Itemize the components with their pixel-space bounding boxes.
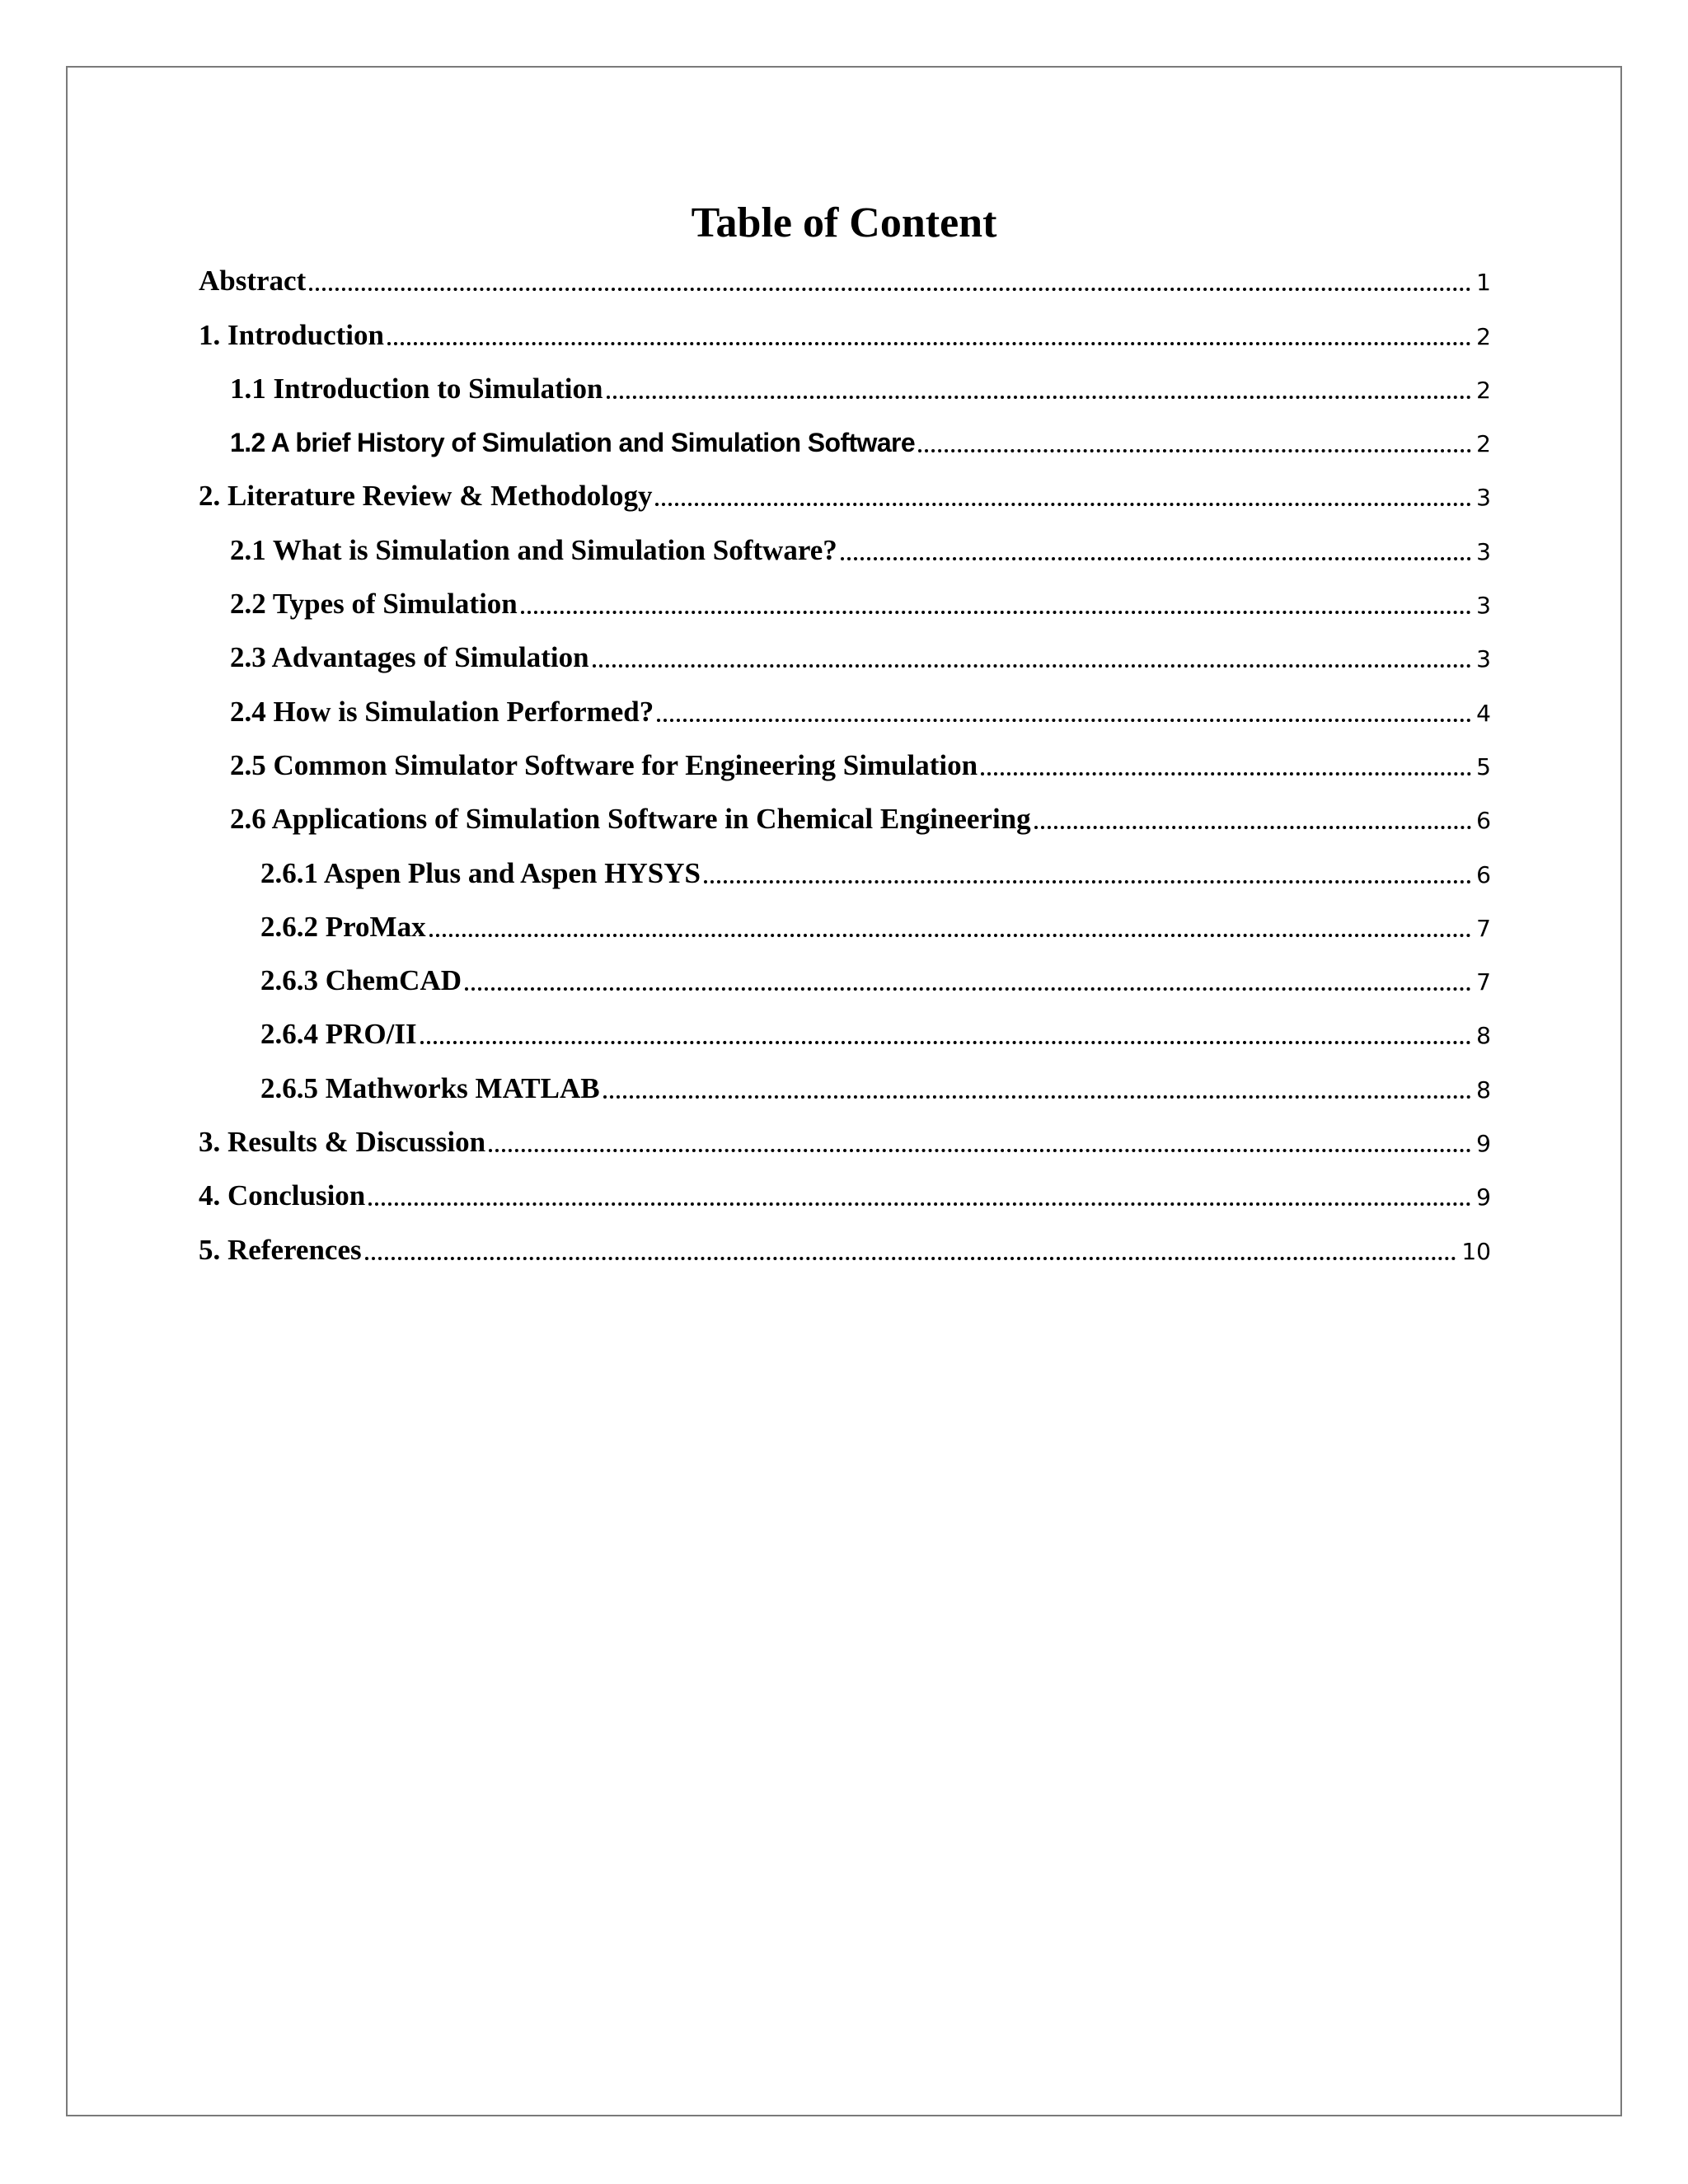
dot-leader xyxy=(521,611,1471,614)
dot-leader xyxy=(465,987,1471,991)
dot-leader xyxy=(429,934,1472,937)
toc-entry[interactable] xyxy=(199,575,1491,629)
toc-entry[interactable] xyxy=(199,1005,1491,1059)
toc-entry[interactable] xyxy=(199,1167,1491,1221)
toc-entry-title: 2.1 What is Simulation and Simulation Software? xyxy=(230,533,837,566)
toc-entry[interactable] xyxy=(199,682,1491,736)
toc-page-number: 10 xyxy=(1461,1237,1491,1265)
toc-entry-title: 2.6.3 ChemCAD xyxy=(260,964,462,997)
toc-entry[interactable] xyxy=(199,1221,1491,1274)
toc-page-number: 6 xyxy=(1476,807,1491,835)
toc-entry-title: 2.6.2 ProMax xyxy=(260,910,426,943)
toc-page-number: 6 xyxy=(1476,860,1491,888)
dot-leader xyxy=(1034,826,1472,829)
toc-entry-title: 2.6.1 Aspen Plus and Aspen HYSYS xyxy=(260,856,701,889)
toc-entry-title: Abstract xyxy=(199,265,307,298)
toc-entry[interactable] xyxy=(199,844,1491,898)
toc-page-number: 9 xyxy=(1476,1130,1491,1158)
toc-page-number: 2 xyxy=(1476,430,1491,458)
dot-leader xyxy=(655,503,1471,506)
toc-entry-title: 2.4 How is Simulation Performed? xyxy=(230,695,654,728)
toc-entry[interactable] xyxy=(199,414,1491,467)
toc-entry-title: 2.6.4 PRO/II xyxy=(260,1018,417,1051)
toc-entry-title: 3. Results & Discussion xyxy=(199,1126,486,1159)
toc-entry[interactable] xyxy=(199,360,1491,414)
toc-entry-title: 4. Conclusion xyxy=(199,1179,366,1212)
toc-entry-title: 1.2 A brief History of Simulation and Simulation Software xyxy=(230,428,916,458)
dot-leader xyxy=(387,342,1471,345)
toc-entry[interactable] xyxy=(199,737,1491,790)
toc-page-number: 3 xyxy=(1476,537,1491,565)
toc-page-number: 4 xyxy=(1476,699,1491,727)
toc-page-number: 7 xyxy=(1476,968,1491,996)
dot-leader xyxy=(657,719,1471,722)
toc-entry[interactable] xyxy=(199,952,1491,1005)
toc-page-number: 3 xyxy=(1476,592,1491,620)
toc-entry[interactable] xyxy=(199,521,1491,574)
dot-leader xyxy=(704,880,1471,883)
dot-leader xyxy=(309,288,1471,291)
dot-leader xyxy=(603,1095,1472,1099)
dot-leader xyxy=(607,396,1472,399)
toc-page-number: 2 xyxy=(1476,376,1491,404)
dot-leader xyxy=(420,1041,1472,1044)
toc-entry-title: 1. Introduction xyxy=(199,318,384,351)
dot-leader xyxy=(918,449,1471,452)
dot-leader xyxy=(365,1257,1457,1260)
page-title: Table of Content xyxy=(691,199,997,246)
toc-entry-title: 2.2 Types of Simulation xyxy=(230,588,518,621)
dot-leader xyxy=(841,557,1471,560)
dot-leader xyxy=(981,772,1471,776)
toc-entry[interactable] xyxy=(199,1059,1491,1113)
dot-leader xyxy=(368,1202,1471,1206)
toc-page-number: 1 xyxy=(1476,269,1491,297)
toc-page-number: 7 xyxy=(1476,914,1491,942)
toc-entry[interactable] xyxy=(199,467,1491,521)
toc-entry-title: 5. References xyxy=(199,1233,362,1266)
toc-page-number: 2 xyxy=(1476,322,1491,350)
toc-entry-title: 2.6.5 Mathworks MATLAB xyxy=(260,1071,600,1104)
dot-leader xyxy=(593,664,1472,668)
toc-list xyxy=(199,252,1491,1275)
toc-entry-title: 1.1 Introduction to Simulation xyxy=(230,372,603,405)
toc-entry-title: 2. Literature Review & Methodology xyxy=(199,480,653,513)
toc-page-number: 9 xyxy=(1476,1183,1491,1212)
toc-entry[interactable] xyxy=(199,790,1491,844)
toc-entry[interactable] xyxy=(199,1113,1491,1167)
toc-entry-title: 2.3 Advantages of Simulation xyxy=(230,641,589,674)
toc-page-number: 3 xyxy=(1476,484,1491,512)
toc-page-number: 5 xyxy=(1476,752,1491,780)
dot-leader xyxy=(489,1149,1471,1152)
toc-entry[interactable] xyxy=(199,306,1491,359)
toc-entry[interactable] xyxy=(199,898,1491,952)
toc-page-number: 8 xyxy=(1476,1076,1491,1104)
toc-entry[interactable] xyxy=(199,629,1491,682)
toc-entry-title: 2.5 Common Simulator Software for Engineering Simulation xyxy=(230,748,978,781)
toc-page-number: 8 xyxy=(1476,1022,1491,1050)
toc-entry[interactable] xyxy=(199,252,1491,306)
toc-entry-title: 2.6 Applications of Simulation Software in Chemical Engineering xyxy=(230,803,1031,836)
toc-page-number: 3 xyxy=(1476,645,1491,673)
